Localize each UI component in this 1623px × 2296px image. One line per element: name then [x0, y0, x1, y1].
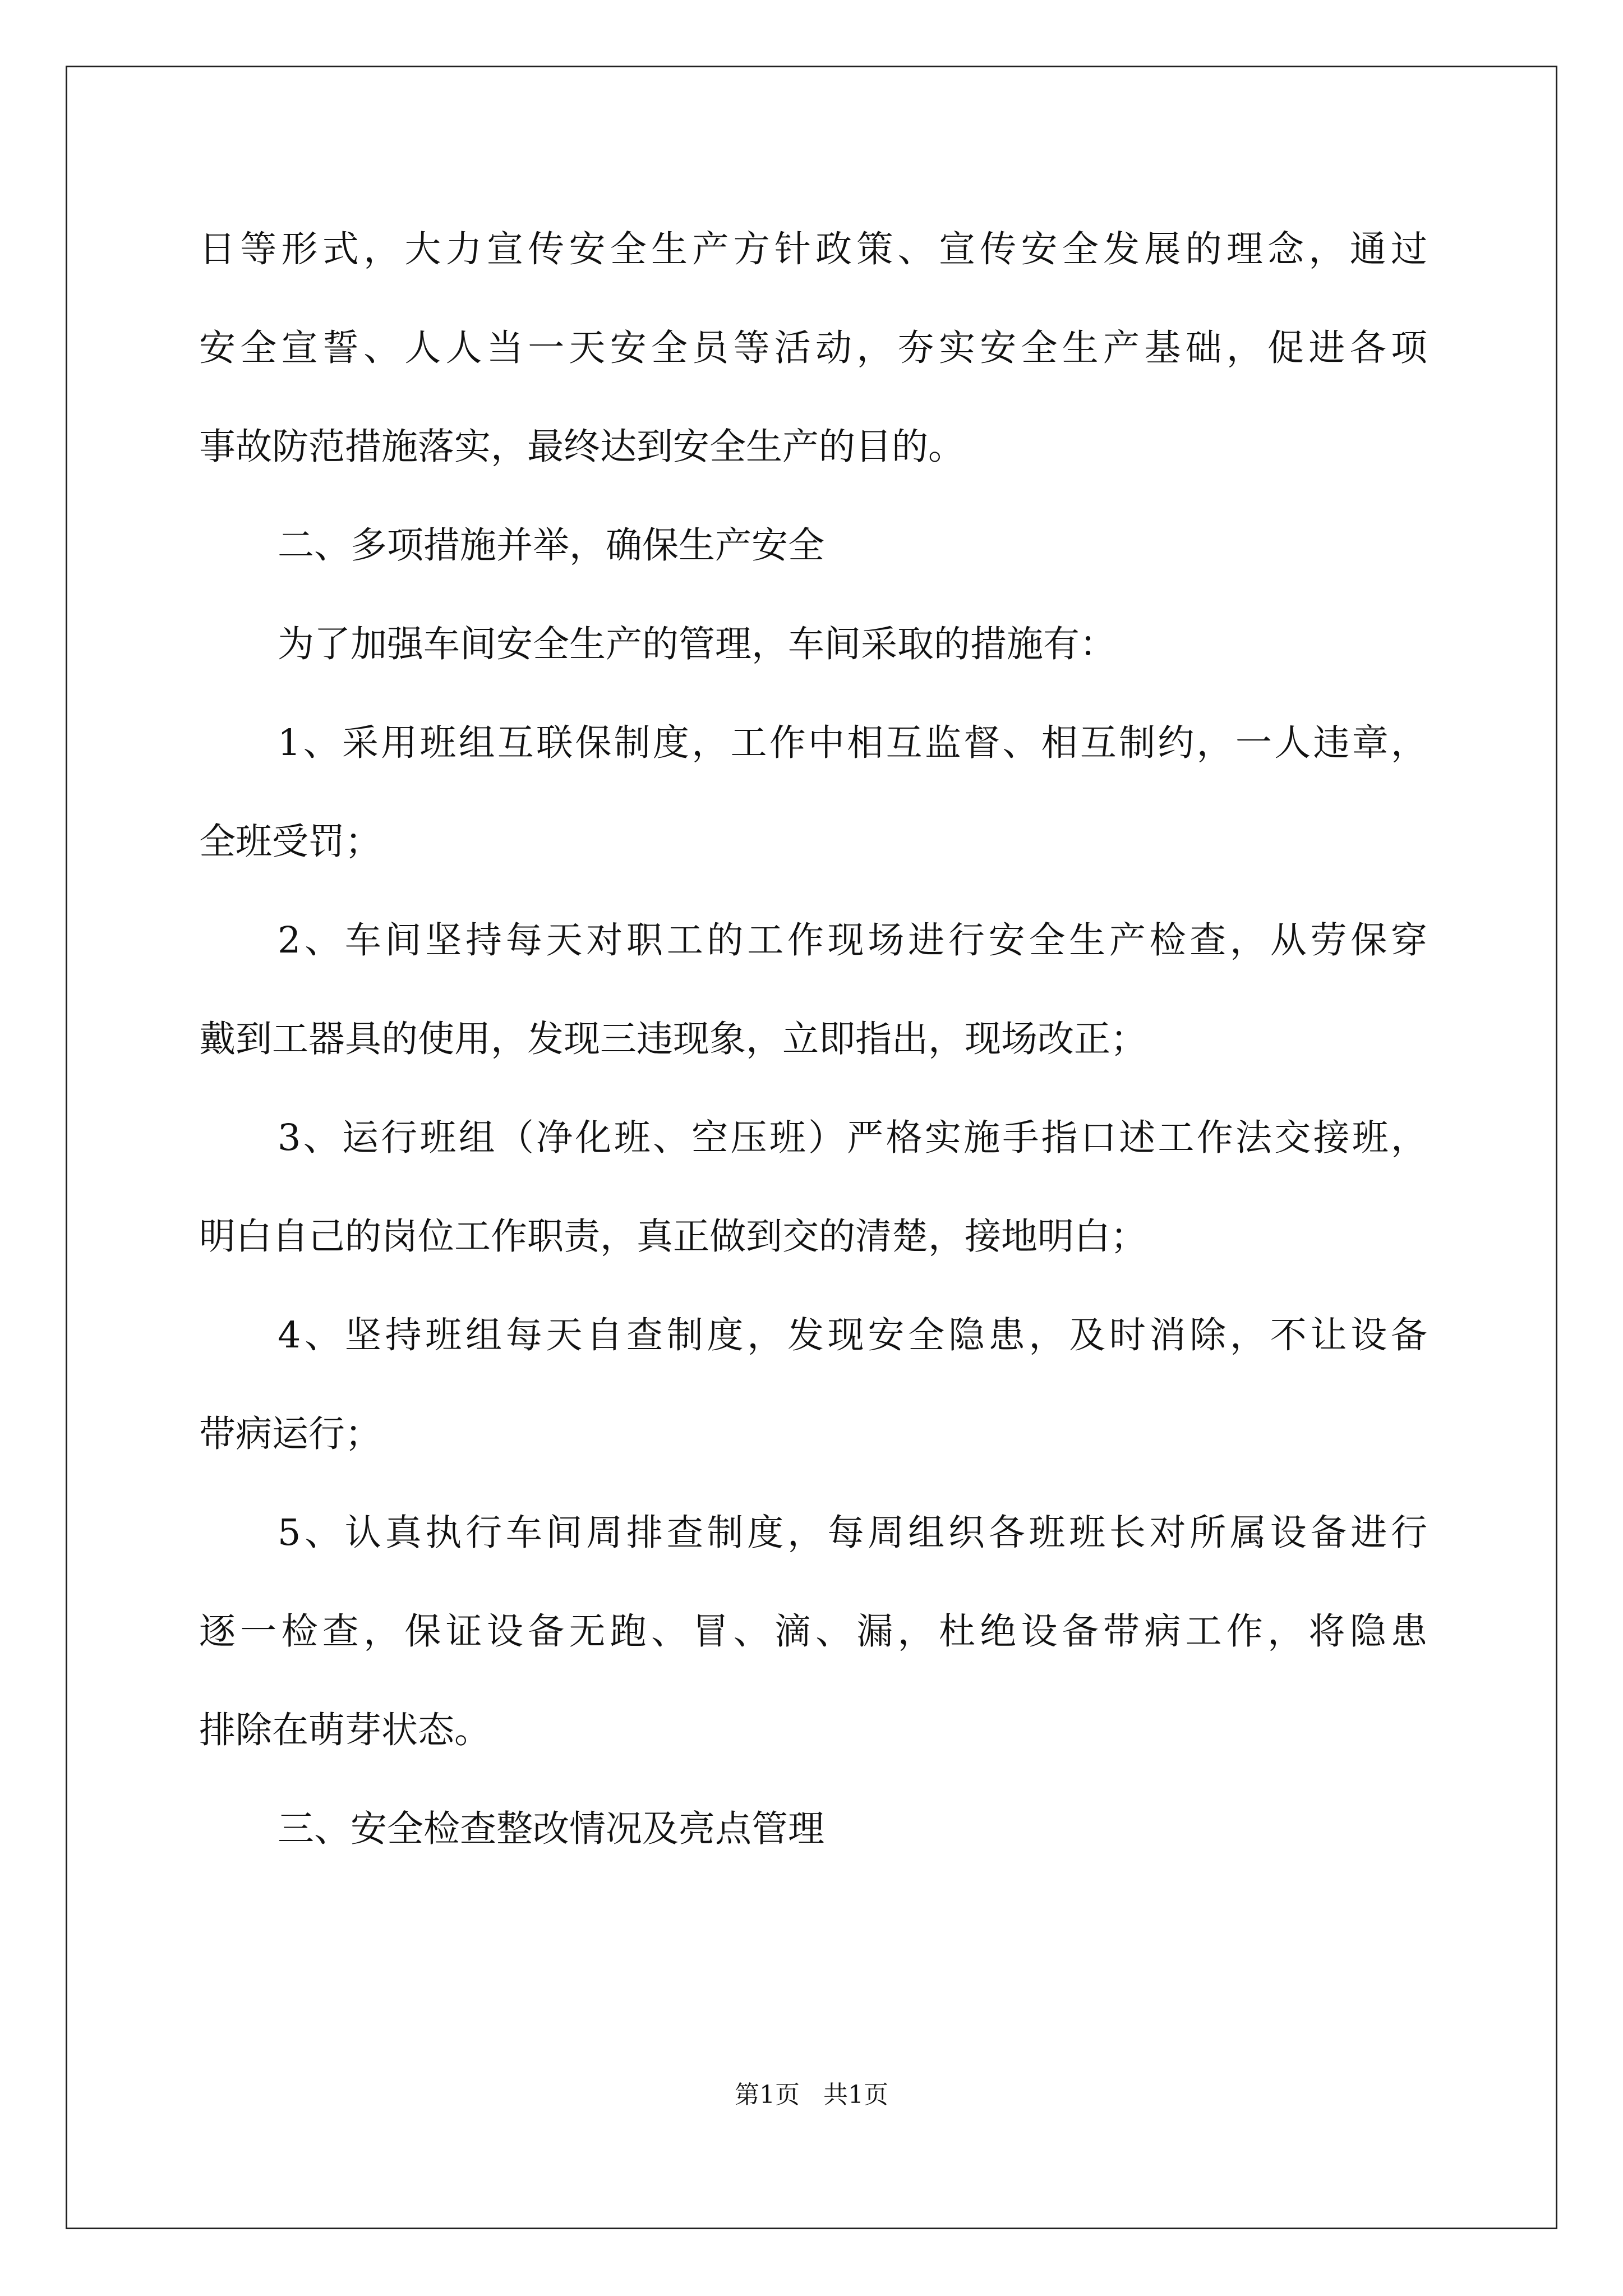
page-footer: 第1页 共1页	[735, 2081, 888, 2109]
text-line: 安全宣誓、人人当一天安全员等活动，夯实安全生产基础，促进各项	[199, 327, 1427, 369]
text-line: 全班受罚；	[199, 821, 382, 863]
section-heading: 三、安全检查整改情况及亮点管理	[278, 1808, 825, 1850]
list-item: 1、采用班组互联保制度，工作中相互监督、相互制约，一人违章，	[278, 722, 1427, 764]
list-item: 4、坚持班组每天自查制度，发现安全隐患，及时消除，不让设备	[278, 1314, 1427, 1356]
list-item: 2、车间坚持每天对职工的工作现场进行安全生产检查，从劳保穿	[278, 919, 1427, 961]
text-line: 日等形式，大力宣传安全生产方针政策、宣传安全发展的理念，通过	[199, 228, 1427, 270]
section-heading: 二、多项措施并举，确保生产安全	[278, 524, 825, 567]
text-line: 为了加强车间安全生产的管理，车间采取的措施有：	[278, 623, 1117, 665]
text-line: 排除在萌芽状态。	[199, 1709, 491, 1751]
text-line: 带病运行；	[199, 1413, 382, 1455]
text-line: 事故防范措施落实，最终达到安全生产的目的。	[199, 426, 965, 468]
list-item: 5、认真执行车间周排查制度，每周组织各班班长对所属设备进行	[278, 1512, 1427, 1554]
text-line: 明白自己的岗位工作职责，真正做到交的清楚，接地明白；	[199, 1216, 1147, 1258]
text-line: 戴到工器具的使用，发现三违现象，立即指出，现场改正；	[199, 1018, 1147, 1060]
list-item: 3、运行班组（净化班、空压班）严格实施手指口述工作法交接班，	[278, 1117, 1427, 1159]
text-line: 逐一检查，保证设备无跑、冒、滴、漏，杜绝设备带病工作，将隐患	[199, 1611, 1427, 1653]
